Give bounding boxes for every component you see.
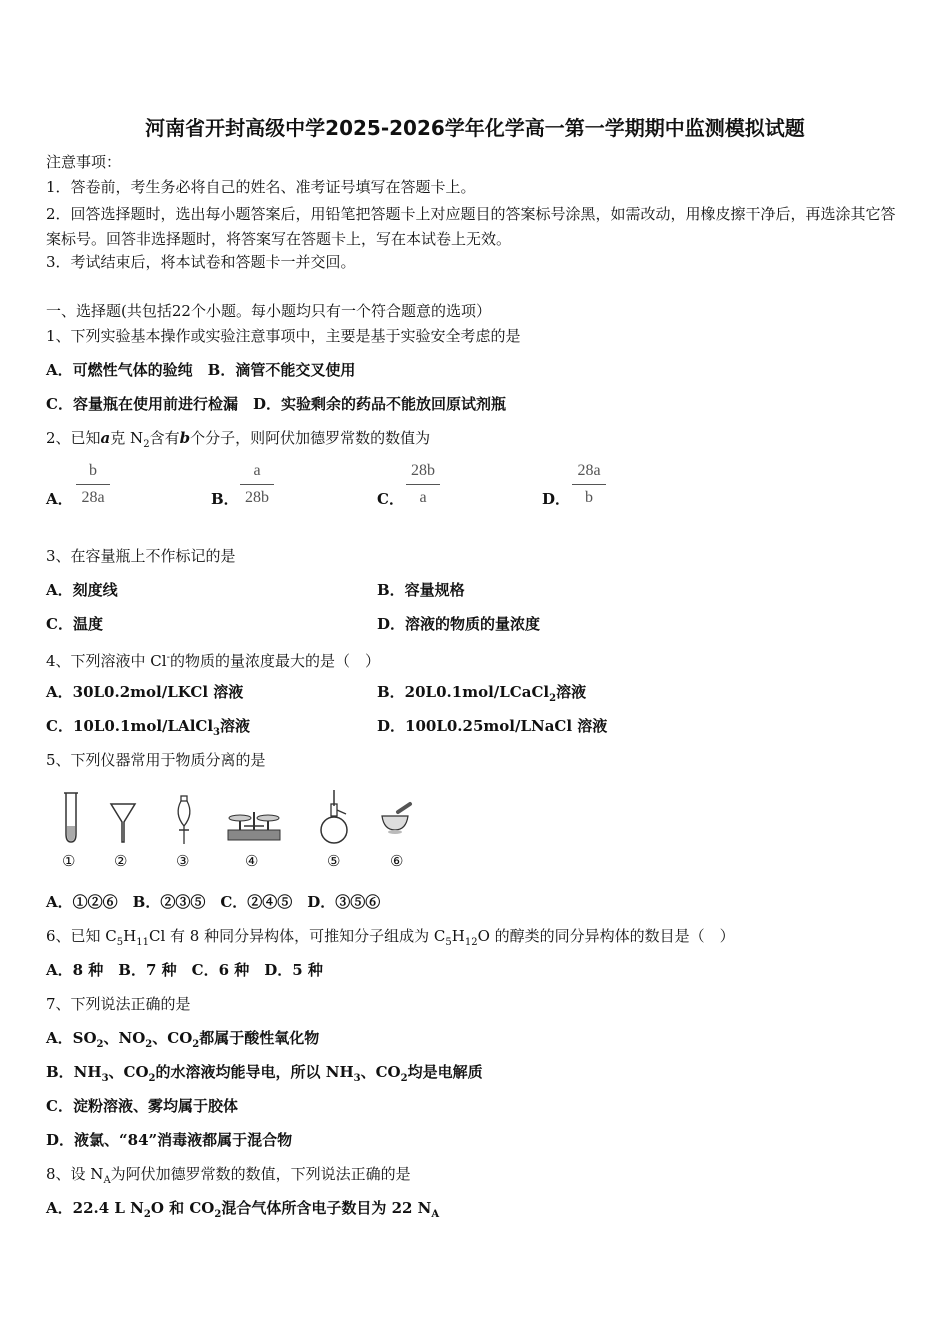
notice-heading: 注意事项：: [46, 153, 122, 171]
q4-option-d: D．100L0.25mol/LNaCl 溶液: [377, 717, 608, 735]
q3-stem: 3、在容量瓶上不作标记的是: [46, 547, 236, 565]
q5-stem: 5、下列仪器常用于物质分离的是: [46, 751, 266, 769]
section-heading: 一、选择题(共包括22个小题。每小题均只有一个符合题意的选项）: [46, 302, 491, 320]
mortar-pestle-icon: [378, 790, 414, 846]
q5-label-4: ④: [245, 852, 259, 870]
q4-option-b: B．20L0.1mol/LCaCl$_2$溶液: [377, 683, 587, 704]
notice-item-3: 3．考试结束后，将本试卷和答题卡一并交回。: [46, 253, 356, 271]
q5-label-5: ⑤: [327, 852, 341, 870]
q7-option-d: D．液氯、“84”消毒液都属于混合物: [46, 1131, 293, 1149]
q5-label-3: ③: [176, 852, 190, 870]
q3-option-d: D．溶液的物质的量浓度: [377, 615, 541, 633]
q8-stem: 8、设 $N_A$为阿伏加德罗常数的数值，下列说法正确的是: [46, 1165, 411, 1186]
q2-option-c-label: C．: [377, 490, 404, 508]
q5-label-1: ①: [62, 852, 76, 870]
distillation-flask-icon: [318, 790, 352, 846]
q1-stem: 1、下列实验基本操作或实验注意事项中，主要是基于实验安全考虑的是: [46, 327, 521, 345]
q2-option-b-fraction: $\frac{a}{28b}$: [240, 462, 274, 507]
notice-item-2: 2．回答选择题时，选出每小题答案后，用铅笔把答题卡上对应题目的答案标号涂黑，如需改动，用橡皮擦干净后，再选涂其它答案标号。回答非选择题时，将答案写在答题卡上，写在本试卷上无效。: [46, 205, 896, 248]
q8-option-a: A．22.4 L $N_2O$ 和 $CO_2$混合气体所含电子数目为 22 $N_A$: [46, 1199, 440, 1220]
q1-options-cd: C．容量瓶在使用前进行检漏 D．实验剩余的药品不能放回原试剂瓶: [46, 395, 506, 413]
q2-option-a-label: A．: [46, 490, 73, 508]
q3-option-a: A．刻度线: [46, 581, 118, 599]
q2-option-d-label: D．: [542, 490, 571, 508]
notice-item-1: 1．答卷前，考生务必将自己的姓名、准考证号填写在答题卡上。: [46, 178, 476, 196]
q2-option-b-label: B．: [211, 490, 239, 508]
q3-option-b: B．容量规格: [377, 581, 465, 599]
separatory-funnel-icon: [170, 790, 198, 846]
q7-stem: 7、下列说法正确的是: [46, 995, 191, 1013]
q7-option-a: A．$SO_2$、$NO_2$、$CO_2$都属于酸性氧化物: [46, 1029, 320, 1050]
q4-option-c: C．10L0.1mol/LAlCl$_3$溶液: [46, 717, 251, 738]
q4-option-a: A．30L0.2mol/LKCl 溶液: [46, 683, 244, 701]
q2-option-d-fraction: $\frac{28a}{b}$: [572, 462, 606, 507]
test-tube-icon: [60, 790, 82, 846]
q2-option-a-fraction: $\frac{b}{28a}$: [76, 462, 110, 507]
balance-scale-icon: [224, 790, 284, 846]
q6-options: A．8 种 B．7 种 C．6 种 D．5 种: [46, 961, 323, 979]
q7-option-b: B．$NH_3$、$CO_2$的水溶液均能导电，所以 $NH_3$、$CO_2$均是电解质: [46, 1063, 483, 1084]
q5-options: A．①②⑥ B．②③⑤ C．②④⑤ D．③⑤⑥: [46, 893, 381, 911]
q5-label-6: ⑥: [390, 852, 404, 870]
page-title: 河南省开封高级中学2025-2026学年化学高一第一学期期中监测模拟试题: [145, 116, 805, 140]
q2-option-c-fraction: $\frac{28b}{a}$: [406, 462, 440, 507]
q1-options-ab: A．可燃性气体的验纯 B．滴管不能交叉使用: [46, 361, 356, 379]
q2-stem: 2、已知a克 $N_2$含有b个分子，则阿伏加德罗常数的数值为: [46, 429, 431, 450]
q5-label-2: ②: [114, 852, 128, 870]
q4-stem: 4、下列溶液中 Cl-的物质的量浓度最大的是（ ）: [46, 652, 380, 670]
q6-stem: 6、已知 $C_5H_{11}Cl$ 有 8 种同分异构体，可推知分子组成为 $C_5H_{12}O$ 的醇类的同分异构体的数目是（ ）: [46, 927, 735, 948]
q3-option-c: C．温度: [46, 615, 103, 633]
q7-option-c: C．淀粉溶液、雾均属于胶体: [46, 1097, 238, 1115]
funnel-icon: [108, 790, 138, 846]
